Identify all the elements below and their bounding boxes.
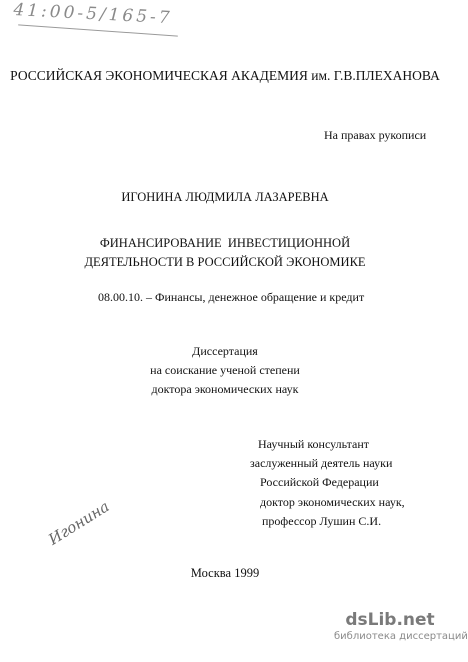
consultant-line-1: Научный консультант	[258, 437, 369, 451]
manuscript-note: На правах рукописи	[324, 128, 427, 142]
dissertation-title-line-1: ФИНАНСИРОВАНИЕ ИНВЕСТИЦИОННОЙ	[99, 236, 351, 250]
city-year: Москва 1999	[190, 566, 260, 580]
watermark-subtitle: библиотека диссертаций	[334, 631, 468, 642]
watermark-logo: dsLib.net	[345, 610, 435, 630]
institution-name: РОССИЙСКАЯ ЭКОНОМИЧЕСКАЯ АКАДЕМИЯ им. Г.В.ПЛЕХАНОВА	[10, 68, 440, 83]
consultant-line-2: заслуженный деятель науки	[250, 456, 393, 470]
author-name: ИГОНИНА ЛЮДМИЛА ЛАЗАРЕВНА	[121, 190, 329, 204]
handwritten-signature: Игонина	[45, 497, 113, 549]
specialty-code: 08.00.10. – Финансы, денежное обращение и кредит	[98, 290, 365, 304]
consultant-line-5: профессор Лушин С.И.	[262, 514, 382, 528]
degree-line-2: на соискание ученой степени	[150, 363, 300, 377]
degree-line-1: Диссертация	[192, 344, 258, 358]
consultant-line-3: Российской Федерации	[260, 475, 379, 489]
consultant-line-4: доктор экономических наук,	[260, 495, 405, 509]
dslib-watermark	[334, 610, 468, 642]
dissertation-title-line-2: ДЕЯТЕЛЬНОСТИ В РОССИЙСКОЙ ЭКОНОМИКЕ	[84, 255, 366, 269]
degree-line-3: доктора экономических наук	[151, 382, 299, 396]
handwritten-archive-mark: 41:00-5/165-7	[12, 0, 174, 29]
